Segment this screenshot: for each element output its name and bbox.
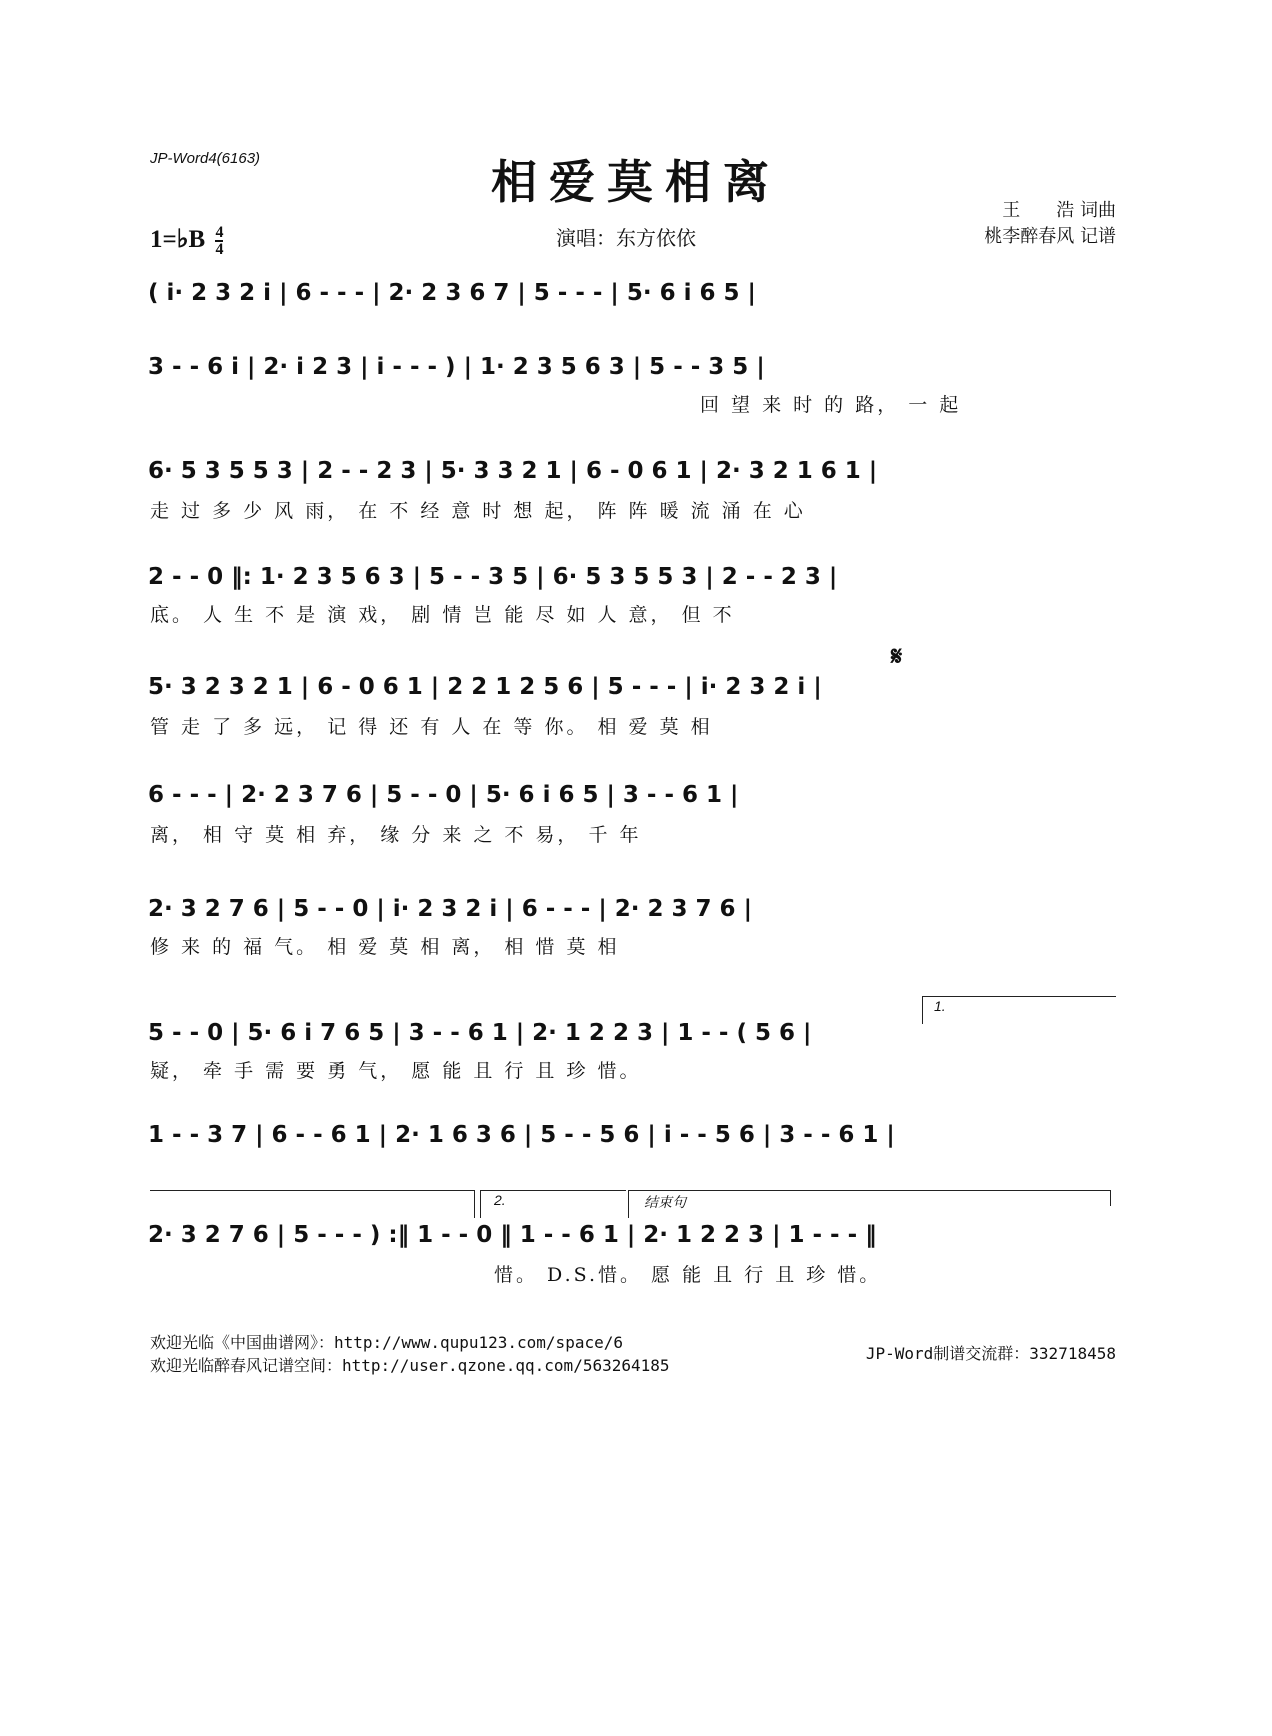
- transcriber-credit: 桃李醉春风 记谱: [984, 226, 1116, 247]
- time-bottom: 4: [215, 241, 224, 259]
- notation-row: 6· 5 3 5 5 3 | 2 - - 2 3 | 5· 3 3 2 1 | 6 - 0 6 1 | 2· 3 2 1 6 1 |: [148, 458, 878, 484]
- lyric-row: 修 来 的 福 气。 相 爱 莫 相 离， 相 惜 莫 相: [150, 936, 620, 958]
- notation-row: 2· 3 2 7 6 | 5 - - - ) :‖ 1 - - 0 ‖ 1 - - 6 1 | 2· 1 2 2 3 | 1 - - - ‖: [148, 1222, 877, 1248]
- volta-2-bracket-top: [480, 1190, 626, 1191]
- time-top: 4: [215, 224, 224, 242]
- ending-bracket-top: [628, 1190, 1110, 1191]
- song-title: 相爱莫相离: [491, 155, 781, 209]
- lyric-row: 走 过 多 少 风 雨， 在 不 经 意 时 想 起， 阵 阵 暖 流 涌 在 心: [150, 500, 806, 522]
- volta-2-bracket-left: [480, 1190, 481, 1218]
- singer-credit: 演唱：东方依依: [556, 226, 696, 250]
- notation-row: 5 - - 0 | 5· 6 i 7 6 5 | 3 - - 6 1 | 2· 1 2 2 3 | 1 - - ( 5 6 |: [148, 1020, 812, 1046]
- volta-2-label: 2.: [494, 1192, 506, 1208]
- lyric-row: 惜。 D.S.惜。 愿 能 且 行 且 珍 惜。: [494, 1264, 882, 1286]
- footer-link-qzone[interactable]: 欢迎光临醉春风记谱空间：http://user.qzone.qq.com/563264185: [150, 1356, 670, 1375]
- lyric-row: 底。 人 生 不 是 演 戏， 剧 情 岂 能 尽 如 人 意， 但 不: [150, 604, 735, 626]
- ending-bracket-right: [1110, 1190, 1111, 1206]
- volta-1-bracket-top: [922, 996, 1116, 997]
- software-label: JP-Word4(6163): [150, 150, 261, 167]
- lyric-row: 回 望 来 时 的 路， 一 起: [700, 394, 962, 416]
- volta-1-bracket-left: [922, 996, 923, 1024]
- footer-link-qupu[interactable]: 欢迎光临《中国曲谱网》：http://www.qupu123.com/space/6: [150, 1333, 623, 1352]
- lyric-row: 离， 相 守 莫 相 弃， 缘 分 来 之 不 易， 千 年: [150, 824, 642, 846]
- key-signature: [150, 224, 223, 257]
- notation-row: 6 - - - | 2· 2 3 7 6 | 5 - - 0 | 5· 6 i 6 5 | 3 - - 6 1 |: [148, 782, 739, 808]
- repeat-bracket-top: [150, 1190, 474, 1191]
- ending-bracket-left: [628, 1190, 629, 1218]
- segno-sign: 𝄋: [891, 642, 903, 672]
- notation-row: 5· 3 2 3 2 1 | 6 - 0 6 1 | 2 2 1 2 5 6 | 5 - - - | i· 2 3 2 i |: [148, 674, 822, 700]
- notation-row: 2· 3 2 7 6 | 5 - - 0 | i· 2 3 2 i | 6 - - - | 2· 2 3 7 6 |: [148, 896, 752, 922]
- volta-1-label: 1.: [934, 998, 946, 1014]
- lyric-row: 管 走 了 多 远， 记 得 还 有 人 在 等 你。 相 爱 莫 相: [150, 716, 713, 738]
- key-label: 1=♭B: [150, 226, 206, 253]
- notation-row: 1 - - 3 7 | 6 - - 6 1 | 2· 1 6 3 6 | 5 - - 5 6 | i - - 5 6 | 3 - - 6 1 |: [148, 1122, 895, 1148]
- footer-group: JP-Word制谱交流群：332718458: [865, 1344, 1116, 1363]
- time-signature: [215, 225, 223, 257]
- notation-row: 3 - - 6 i | 2· i 2 3 | i - - - ) | 1· 2 3 5 6 3 | 5 - - 3 5 |: [148, 354, 765, 380]
- repeat-bracket-right: [474, 1190, 475, 1218]
- notation-row: 2 - - 0 ‖: 1· 2 3 5 6 3 | 5 - - 3 5 | 6· 5 3 5 5 3 | 2 - - 2 3 |: [148, 564, 838, 590]
- ending-label: 结束句: [644, 1194, 686, 1210]
- lyric-row: 疑， 牵 手 需 要 勇 气， 愿 能 且 行 且 珍 惜。: [150, 1060, 642, 1082]
- lyricist-credit: 王 浩 词曲: [1002, 200, 1116, 221]
- notation-row: ( i· 2 3 2 i | 6 - - - | 2· 2 3 6 7 | 5 - - - | 5· 6 i 6 5 |: [148, 280, 756, 306]
